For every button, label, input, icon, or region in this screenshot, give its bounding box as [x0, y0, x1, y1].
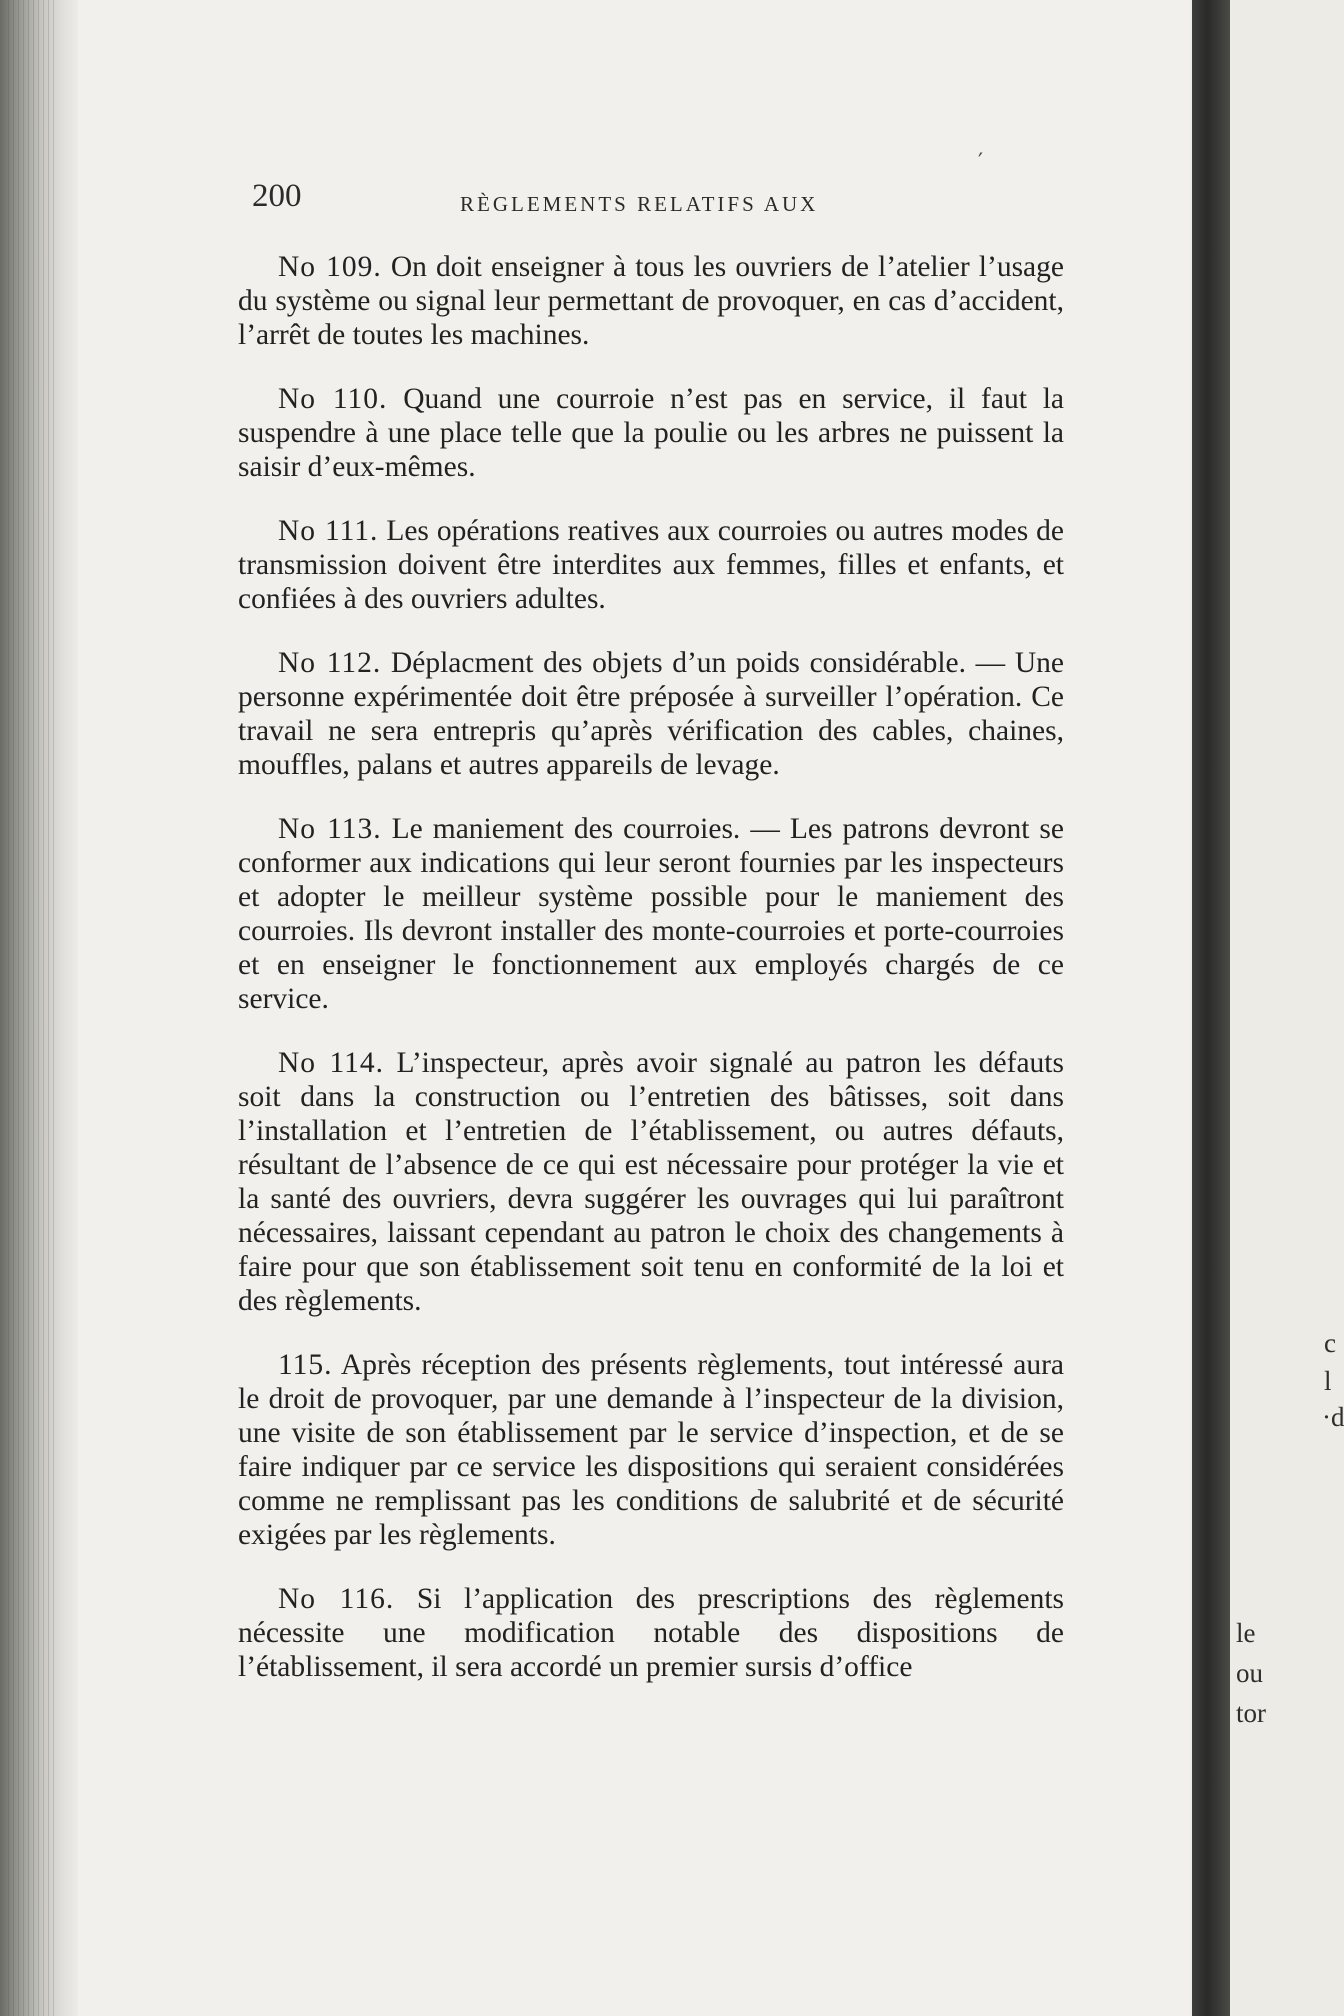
article-number: No 114. [278, 1047, 385, 1079]
article-text: Si l’application des prescriptions des règlements nécessite une modification notable des dispositions de l’établissement, il sera accordé un premier sursis d’office [238, 1583, 1064, 1683]
page-header [252, 178, 1072, 226]
article-number: No 112. [278, 647, 382, 679]
facing-text-fragment: ou [1236, 1658, 1263, 1688]
page-gutter [1192, 0, 1230, 2016]
article-number: No 116. [278, 1583, 395, 1615]
paragraph-111 [238, 514, 1064, 616]
facing-page [1230, 0, 1344, 2016]
facing-text-fragment: l [1324, 1366, 1332, 1396]
facing-text-fragment: c [1324, 1328, 1336, 1358]
article-number: No 110. [278, 383, 388, 415]
article-text: On doit enseigner à tous les ouvriers de l’atelier l’usage du système ou signal leur permettant de provoquer, en cas d’accident, l’arrêt de toutes les machines. [238, 251, 1064, 351]
article-text: Le maniement des courroies. — Les patrons devront se conformer aux indications qui leur seront fournies par les inspecteurs et adopter le meilleur système possible pour le maniement des courroies. Ils devront installer des monte-courroies et porte-courroies et en enseigner le fonctionnement aux employés chargés de ce service. [238, 813, 1064, 1015]
facing-text-fragment: le [1236, 1618, 1256, 1648]
running-head: RÈGLEMENTS RELATIFS AUX [460, 192, 819, 216]
facing-text-fragment: tor [1236, 1698, 1266, 1728]
article-text: Déplacment des objets d’un poids considérable. — Une personne expérimentée doit être préposée à surveiller l’opération. Ce travail ne sera entrepris qu’après vérification des cables, chaines, mouffles, palans et autres appareils de levage. [238, 647, 1064, 781]
article-text: Après réception des présents règlements, tout intéressé aura le droit de provoquer, par une demande à l’inspecteur de la division, une visite de son établissement par le service d’inspection, et de se faire indiquer par ce service les dispositions qui seraient considérées comme ne remplissant pas les conditions de salubrité et de sécurité exigées par les règlements. [238, 1349, 1064, 1551]
facing-text-fragment: ·d [1322, 1402, 1344, 1432]
paragraph-112 [238, 646, 1064, 782]
page-body [238, 250, 1064, 1714]
stray-mark: ′ [978, 150, 983, 175]
paragraph-113 [238, 812, 1064, 1016]
page-number: 200 [252, 178, 302, 214]
paragraph-110 [238, 382, 1064, 484]
article-number: 115. [278, 1349, 333, 1381]
article-number: No 109. [278, 251, 382, 283]
article-text: L’inspecteur, après avoir signalé au patron les défauts soit dans la construction ou l’entretien des bâtisses, soit dans l’installation et l’entretien de l’établissement, ou autres défauts, résultant de l’absence de ce qui est nécessaire pour protéger la vie et la santé des ouvriers, devra suggérer les ouvrages qui lui paraîtront nécessaires, laissant cependant au patron le choix des changements à faire pour que son établissement soit tenu en conformité de la loi et des règlements. [238, 1047, 1064, 1317]
article-number: No 111. [278, 515, 379, 547]
paragraph-116 [238, 1582, 1064, 1684]
book-edge [0, 0, 78, 2016]
article-text: Les opérations reatives aux courroies ou autres modes de transmission doivent être interdites aux femmes, filles et enfants, et confiées à des ouvriers adultes. [238, 515, 1064, 615]
paragraph-109 [238, 250, 1064, 352]
paragraph-115 [238, 1348, 1064, 1552]
paragraph-114 [238, 1046, 1064, 1318]
article-number: No 113. [278, 813, 382, 845]
article-text: Quand une courroie n’est pas en service, il faut la suspendre à une place telle que la poulie ou les arbres ne puissent la saisir d’eux-mêmes. [238, 383, 1064, 483]
